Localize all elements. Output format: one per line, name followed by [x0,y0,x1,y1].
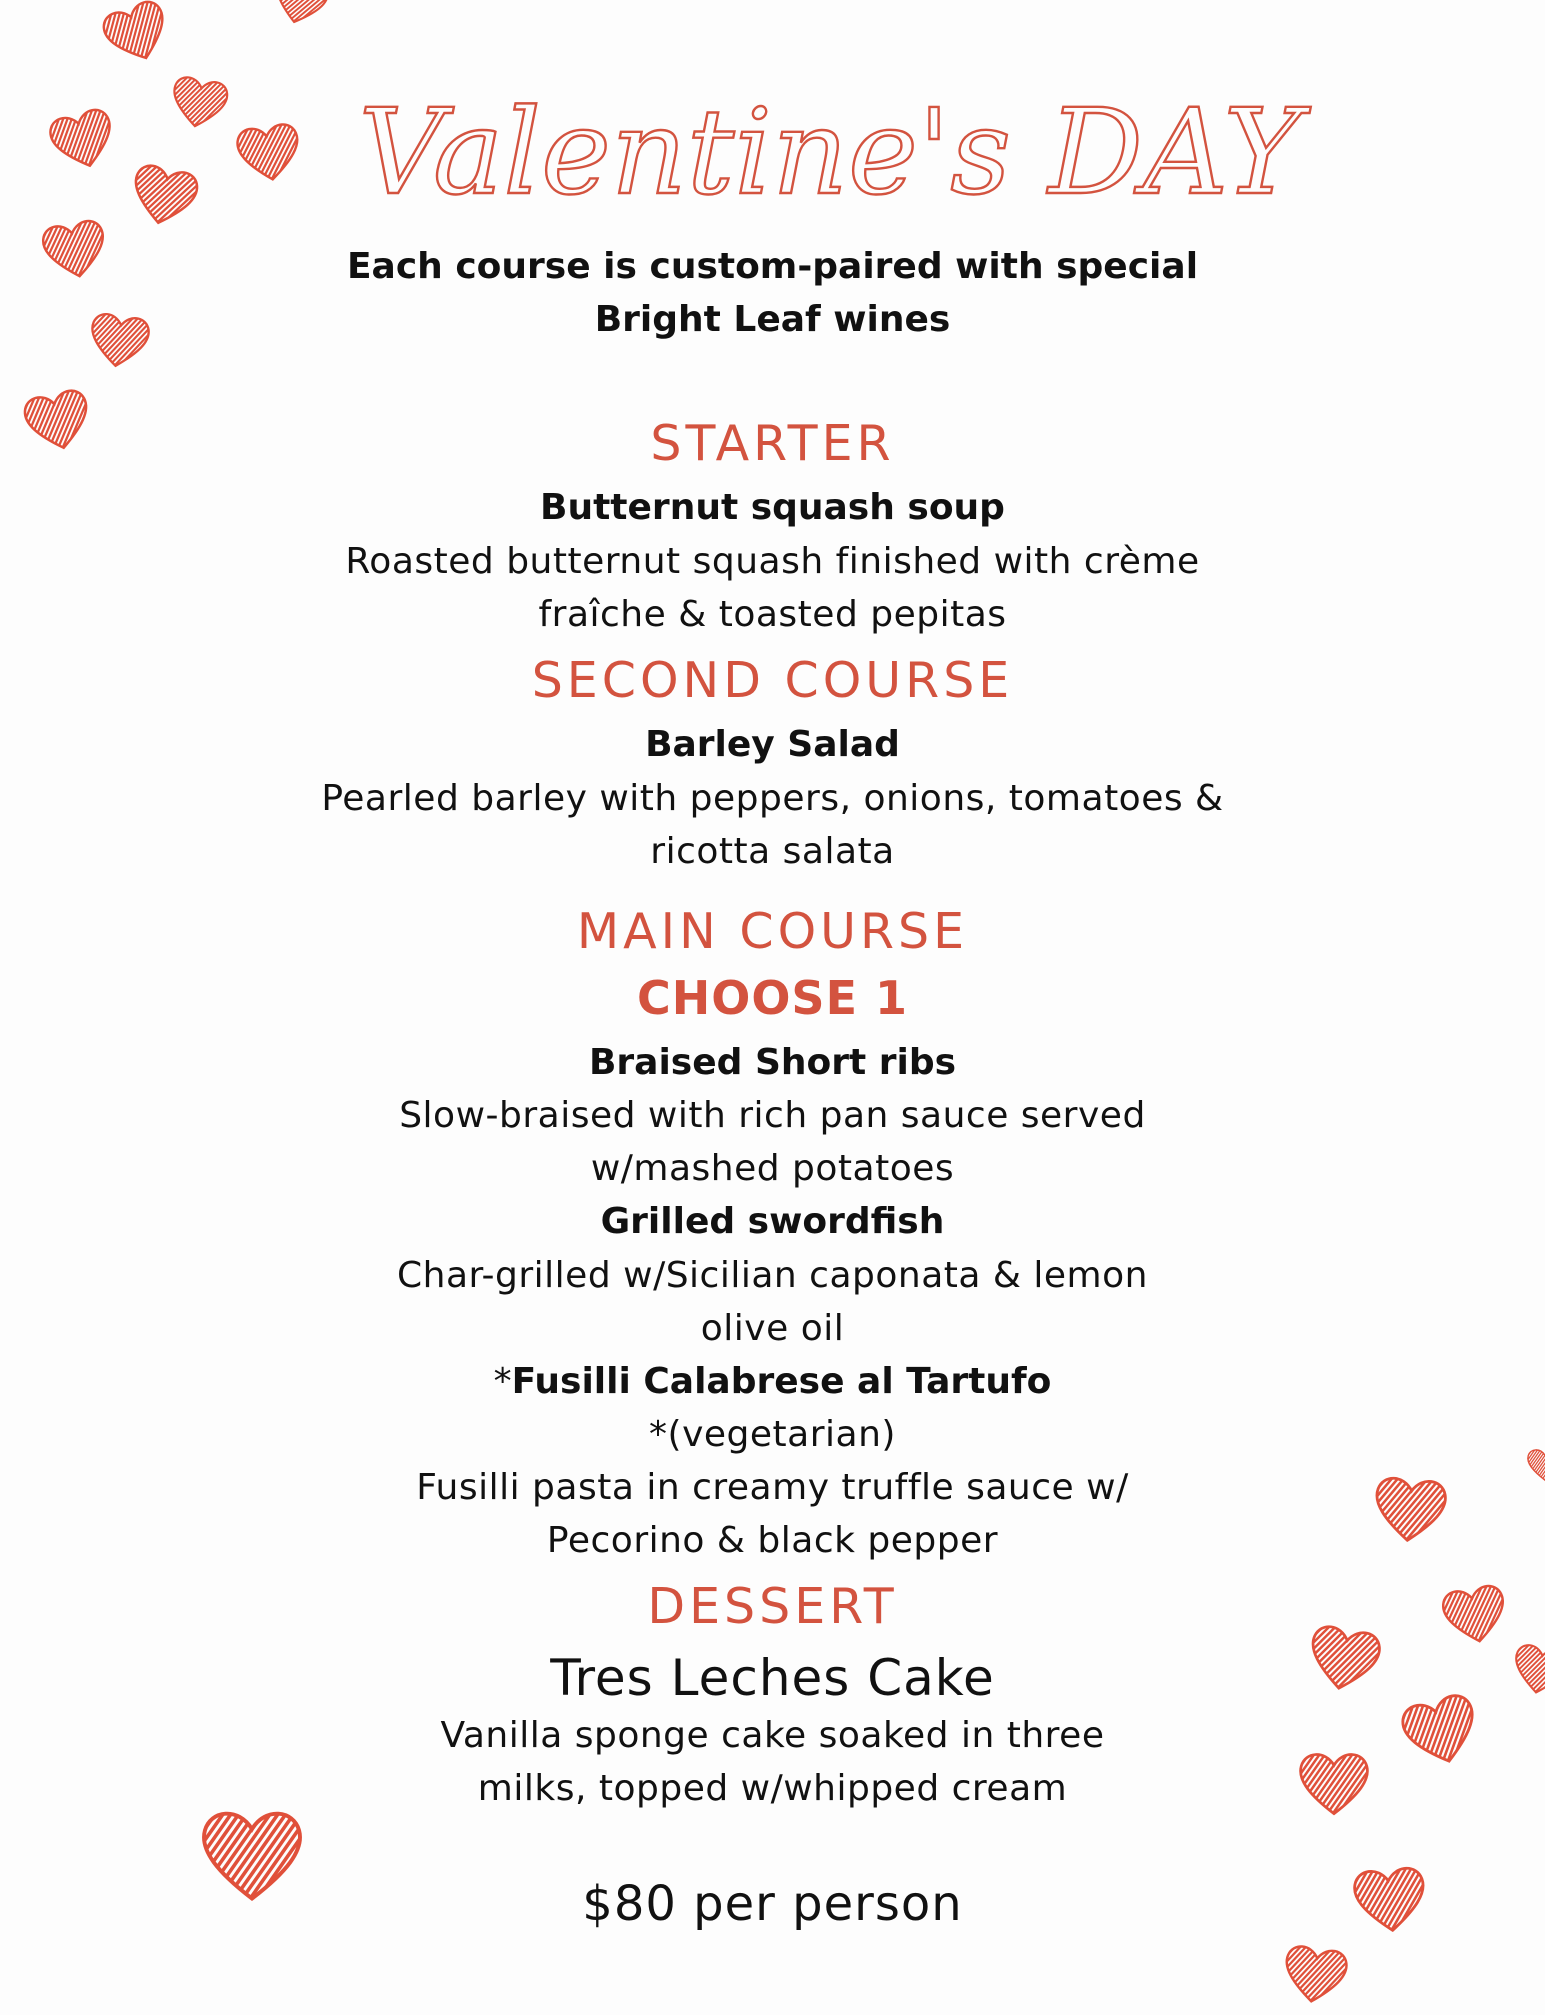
heart-icon [1367,1467,1454,1554]
heart-icon [40,97,126,183]
dessert-dish: Tres Leches Cake [0,1648,1545,1708]
starter-desc-line-1: Roasted butternut squash finished with crème [0,535,1545,588]
second-course-heading: SECOND COURSE [0,651,1545,711]
heart-icon [1295,1745,1373,1823]
main-course-heading: MAIN COURSE [0,902,1545,962]
heart-icon [15,378,100,463]
heart-icon [121,153,206,238]
subtitle-line-1: Each course is custom-paired with special [0,241,1545,293]
choose-one-label: CHOOSE 1 [0,968,1545,1028]
heart-icon [229,113,308,192]
heart-icon [1275,1935,1354,2014]
second-course-desc-line-1: Pearled barley with peppers, onions, tomatoes & [0,772,1545,825]
main-option-3-dish-line [0,1356,1545,1408]
price-per-person: $80 per person [0,1874,1545,1934]
main-option-1-desc-line-1: Slow-braised with rich pan sauce served [0,1089,1545,1142]
heart-icon [1434,1574,1515,1655]
starter-heading: STARTER [0,414,1545,474]
subtitle-line-2: Bright Leaf wines [0,294,1545,346]
second-course-desc-line-2: ricotta salata [0,825,1545,878]
main-option-3-note: *(vegetarian) [0,1408,1545,1461]
main-option-2-dish: Grilled swordfish [0,1196,1545,1248]
menu-title-text: Valentine's DAY [359,83,1312,221]
heart-icon [34,209,115,290]
heart-icon [1299,1614,1389,1704]
main-option-3-desc-line-2: Pecorino & black pepper [0,1514,1545,1567]
dessert-desc-line-1: Vanilla sponge cake soaked in three [0,1709,1545,1762]
heart-icon [1505,1635,1545,1705]
menu-title [300,58,1360,258]
second-course-dish: Barley Salad [0,719,1545,771]
starter-dish: Butternut squash soup [0,482,1545,534]
main-option-3-desc-line-1: Fusilli pasta in creamy truffle sauce w/ [0,1461,1545,1514]
dessert-heading: DESSERT [0,1577,1545,1637]
main-option-3-dish: Fusilli Calabrese al Tartufo [512,1361,1052,1402]
heart-icon [196,1800,308,1912]
heart-icon [1525,1445,1545,1485]
main-option-2-desc-line-1: Char-grilled w/Sicilian caponata & lemon [0,1249,1545,1302]
heart-icon [263,0,336,37]
main-option-1-dish: Braised Short ribs [0,1037,1545,1089]
main-option-1-desc-line-2: w/mashed potatoes [0,1142,1545,1195]
heart-icon [163,67,235,139]
heart-icon [82,304,157,379]
starter-desc-line-2: fraîche & toasted pepitas [0,588,1545,641]
main-option-2-desc-line-2: olive oil [0,1302,1545,1355]
heart-icon [1347,1857,1434,1944]
main-option-3-asterisk: * [494,1361,512,1402]
heart-icon [92,0,182,78]
dessert-desc-line-2: milks, topped w/whipped cream [0,1762,1545,1815]
